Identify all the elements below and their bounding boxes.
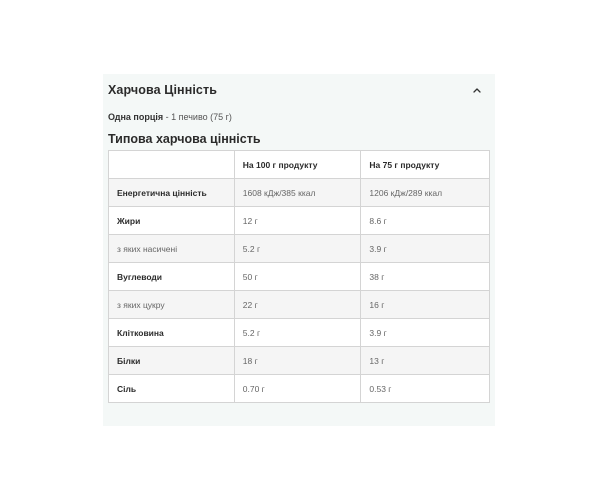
value-per100: 5.2 г (234, 235, 361, 263)
value-per100: 22 г (234, 291, 361, 319)
table-header-row (109, 151, 490, 179)
table-header-per75: На 75 г продукту (361, 151, 490, 179)
serving-value: - 1 печиво (75 г) (163, 112, 232, 122)
table-row (109, 207, 490, 235)
value-per75: 13 г (361, 347, 490, 375)
table-row (109, 375, 490, 403)
table-row (109, 319, 490, 347)
nutrient-name: Жири (109, 207, 235, 235)
nutrient-name: Клітковина (109, 319, 235, 347)
nutrient-name: Енергетична цінність (109, 179, 235, 207)
serving-info (108, 112, 232, 122)
value-per75: 3.9 г (361, 235, 490, 263)
nutrition-panel (103, 74, 495, 426)
nutrient-name: Вуглеводи (109, 263, 235, 291)
value-per75: 3.9 г (361, 319, 490, 347)
value-per75: 1206 кДж/289 ккал (361, 179, 490, 207)
table-row (109, 291, 490, 319)
nutrition-accordion-header[interactable] (103, 74, 495, 106)
value-per100: 12 г (234, 207, 361, 235)
table-row (109, 179, 490, 207)
nutrient-name: Сіль (109, 375, 235, 403)
table-row (109, 347, 490, 375)
value-per75: 8.6 г (361, 207, 490, 235)
value-per75: 16 г (361, 291, 490, 319)
value-per100: 50 г (234, 263, 361, 291)
nutrition-table (108, 150, 490, 403)
value-per100: 1608 кДж/385 ккал (234, 179, 361, 207)
table-header-empty (109, 151, 235, 179)
nutrient-name: з яких насичені (109, 235, 235, 263)
serving-label: Одна порція (108, 112, 164, 122)
section-title: Типова харчова цінність (108, 132, 261, 146)
value-per100: 0.70 г (234, 375, 361, 403)
value-per100: 5.2 г (234, 319, 361, 347)
table-row (109, 235, 490, 263)
value-per75: 0.53 г (361, 375, 490, 403)
nutrient-name: з яких цукру (109, 291, 235, 319)
table-header-per100: На 100 г продукту (234, 151, 361, 179)
chevron-up-icon[interactable] (471, 84, 483, 96)
nutrient-name: Білки (109, 347, 235, 375)
panel-title: Харчова Цінність (108, 83, 217, 97)
value-per75: 38 г (361, 263, 490, 291)
table-row (109, 263, 490, 291)
value-per100: 18 г (234, 347, 361, 375)
